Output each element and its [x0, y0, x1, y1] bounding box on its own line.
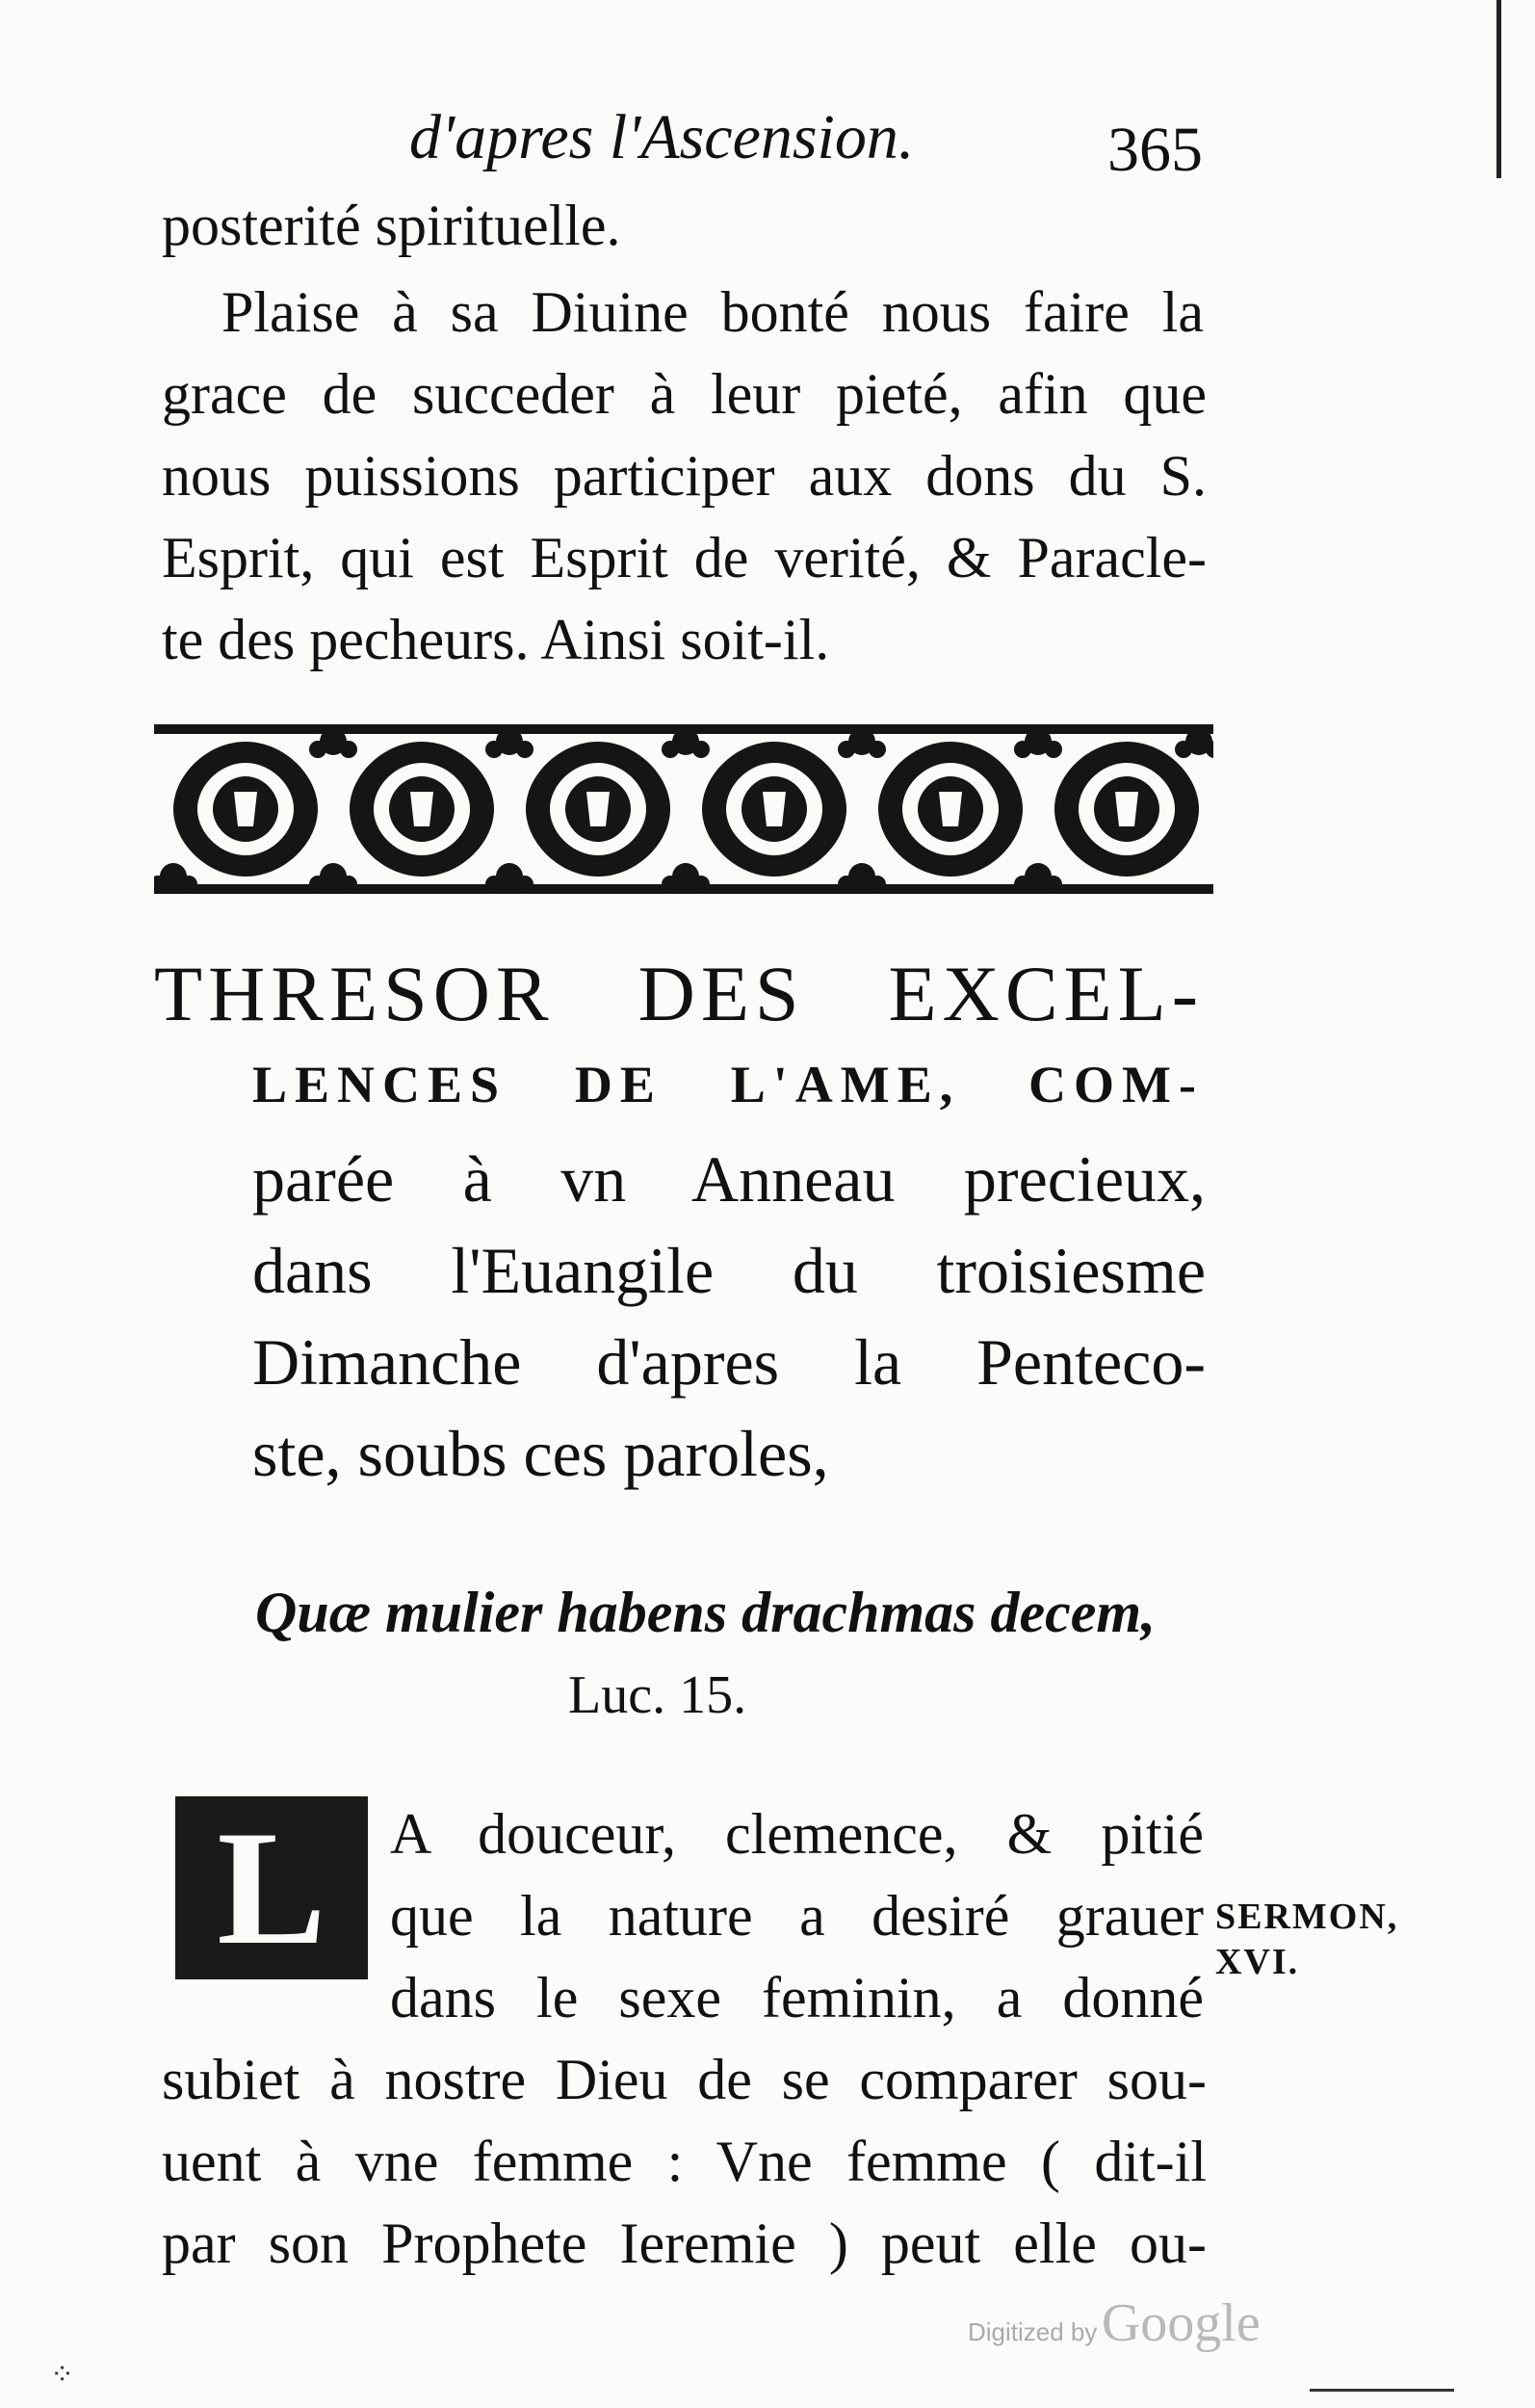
drop-cap: L	[175, 1796, 368, 1979]
text-line: par son Prophete Ieremie ) peut elle ou-	[162, 2212, 1207, 2275]
margin-note-sermon: SERMON,	[1215, 1897, 1399, 1937]
digitized-watermark	[968, 2292, 1261, 2354]
page-edge-rule	[1496, 0, 1501, 178]
scripture-quote: Quæ mulier habens drachmas decem,	[255, 1581, 1157, 1644]
section-title-line: LENCES DE L'AME, COM-	[252, 1056, 1204, 1113]
watermark-prefix: Digitized by	[968, 2317, 1098, 2346]
scripture-citation: Luc. 15.	[568, 1665, 747, 1725]
text-line: uent à vne femme : Vne femme ( dit-il	[162, 2130, 1207, 2193]
text-line: nous puissions participer aux dons du S.	[162, 444, 1207, 508]
section-title-line: THRESOR DES EXCEL-	[154, 950, 1204, 1037]
page-edge-rule	[1310, 2389, 1454, 2392]
section-title-line: ste, soubs ces paroles,	[252, 1417, 829, 1490]
text-line: subiet à nostre Dieu de se comparer sou-	[162, 2048, 1207, 2111]
section-title-line: dans l'Euangile du troisiesme	[252, 1234, 1206, 1307]
text-line: te des pecheurs. Ainsi soit-il.	[162, 608, 830, 671]
text-line: Plaise à sa Diuine bonté nous faire la	[221, 280, 1204, 344]
ornamental-band	[154, 713, 1213, 905]
scan-mark: ⁘	[50, 2359, 75, 2391]
text-line: grace de succeder à leur pieté, afin que	[162, 362, 1207, 426]
running-head: d'apres l'Ascension.	[409, 102, 915, 172]
section-title-line: parée à vn Anneau precieux,	[252, 1142, 1206, 1216]
text-line: Esprit, qui est Esprit de verité, & Paracle-	[162, 526, 1207, 589]
page-number: 365	[1107, 115, 1203, 185]
text-line: dans le sexe feminin, a donné	[390, 1966, 1204, 2029]
section-title-line: Dimanche d'apres la Penteco-	[252, 1325, 1206, 1399]
text-line: A douceur, clemence, & pitié	[390, 1802, 1204, 1866]
margin-note-number: XVI.	[1215, 1942, 1300, 1982]
text-line: que la nature a desiré grauer	[390, 1884, 1204, 1948]
google-logo: Google	[1101, 2293, 1261, 2353]
text-line: posterité spirituelle.	[162, 194, 621, 257]
